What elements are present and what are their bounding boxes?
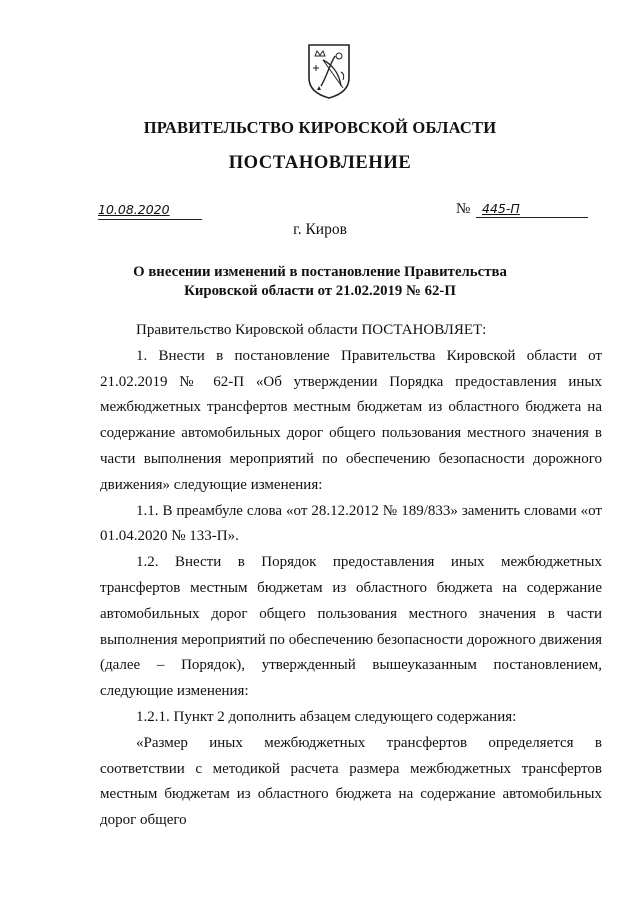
document-number-field xyxy=(456,201,590,219)
city: г. Киров xyxy=(293,221,347,238)
subject-line-1: О внесении изменений в постановление Правительства xyxy=(133,264,507,280)
document-date: 10.08.2020 xyxy=(98,202,170,217)
number-sign: № xyxy=(456,201,471,217)
document-type-title: ПОСТАНОВЛЕНИЕ xyxy=(228,153,412,173)
quoted-paragraph: «Размер иных межбюджетных трансфертов определяется в соответствии с методикой расчета размера межбюджетных трансфертов местным бюджетам из областного бюджета на содержание автомобильных дорог общего xyxy=(100,734,602,829)
subject-line-2: Кировской области от 21.02.2019 № 62-П xyxy=(184,283,456,299)
coat-of-arms-icon xyxy=(305,42,353,100)
paragraph-1: 1. Внести в постановление Правительства Кировской области от 21.02.2019 № 62-П «Об утверждении Порядка предоставления иных межбюджетных трансфертов местным бюджетам из областного бюджета на содержание автомобильных дорог общего пользования местного значения в части выполнения мероприятий по обеспечению безопасности дорожного движения» следующие изменения: xyxy=(100,347,602,493)
document-subject xyxy=(100,263,540,301)
document-number: 445-П xyxy=(482,201,520,216)
preamble-paragraph: Правительство Кировской области ПОСТАНОВЛЯЕТ: xyxy=(136,322,487,338)
paragraph-1-2-1: 1.2.1. Пункт 2 дополнить абзацем следующего содержания: xyxy=(136,708,517,725)
paragraph-1-2: 1.2. Внести в Порядок предоставления иных межбюджетных трансфертов местным бюджетам из областного бюджета на содержание автомобильных дорог общего пользования местного значения в части выполнения мероприятий по обеспечению безопасности дорожного движения (далее – Порядок), утвержденный вышеуказанным постановлением, следующие изменения: xyxy=(100,554,602,700)
document-date-field xyxy=(98,203,202,220)
document-body xyxy=(100,318,602,834)
paragraph-1-1: 1.1. В преамбуле слова «от 28.12.2012 № 189/833» заменить словами «от 01.04.2020 № 133-П». xyxy=(100,502,602,545)
number-underline xyxy=(476,202,588,218)
organization-name: ПРАВИТЕЛЬСТВО КИРОВСКОЙ ОБЛАСТИ xyxy=(143,118,497,137)
